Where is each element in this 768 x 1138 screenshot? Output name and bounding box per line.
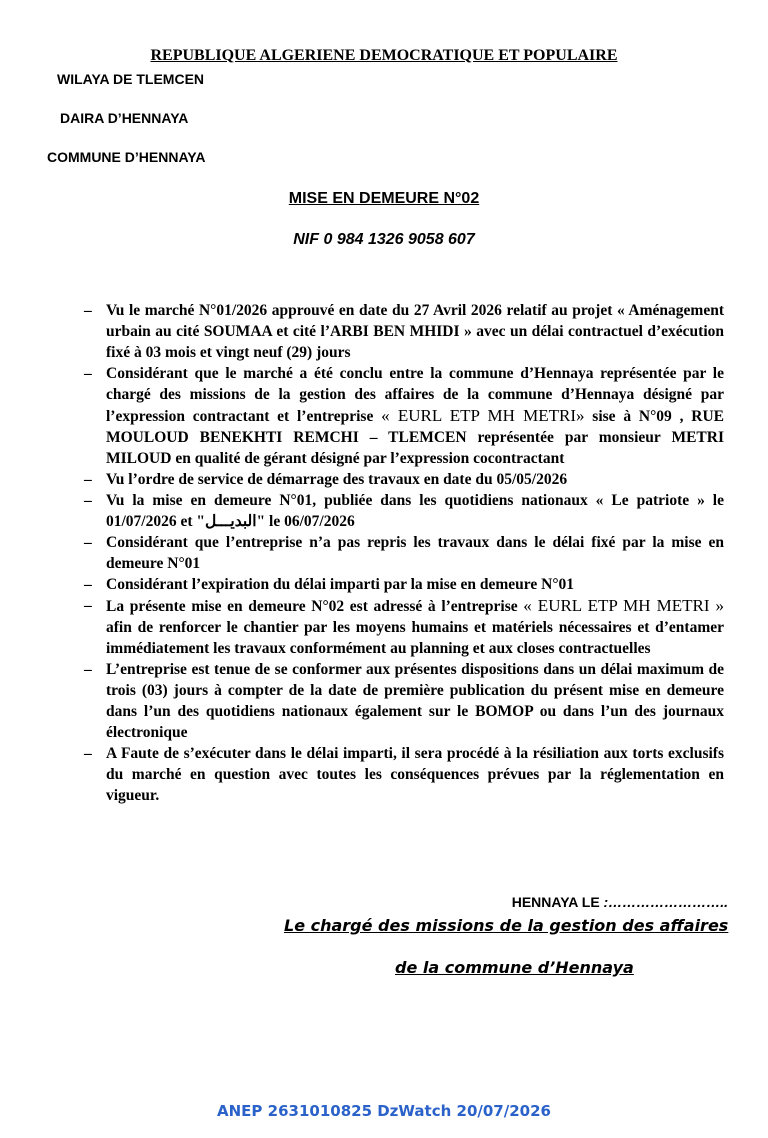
clause-text: sise à N°09 , RUE MOULOUD BENEKHTI REMCHI – TLEMCEN représentée par monsieur METRI MILOUD en qualité de gérant désigné par l’expression cocontractant (106, 408, 724, 467)
bullet-dash: – (84, 365, 92, 382)
clause-item (84, 574, 724, 595)
clause-item (84, 659, 724, 743)
bullet-dash: – (84, 534, 92, 551)
clause-item (84, 300, 724, 363)
clause-text: Considérant que le marché a été conclu entre la commune d’Hennaya représentée par le chargé des missions de la gestion des affaires de la commune d’Hennaya désigné par l’expression contractant et l’entreprise (106, 365, 724, 425)
clause-text: La présente mise en demeure N°02 est adressé à l’entreprise (106, 598, 524, 615)
commune-line: COMMUNE D’HENNAYA (47, 149, 206, 165)
daira-line: DAIRA D’HENNAYA (60, 110, 189, 126)
clause-text: Vu le marché N°01/2026 approuvé en date du 27 Avril 2026 relatif au projet « Aménagement urbain au cité SOUMAA et cité l’ARBI BEN MHIDI » avec un délai contractuel d’exécution fixé à 03 mois et vingt neuf (29) jours (106, 302, 724, 361)
clause-text: A Faute de s’exécuter dans le délai imparti, il sera procédé à la résiliation aux torts exclusifs du marché en question avec toutes les conséquences prévues par la réglementation en vigueur. (106, 745, 724, 804)
date-place: HENNAYA LE (511, 894, 604, 910)
republic-heading: REPUBLIQUE ALGERIENE DEMOCRATIQUE ET POPULAIRE (150, 47, 618, 64)
date-line (512, 894, 728, 910)
company-name: « EURL ETP MH METRI » (523, 596, 724, 615)
clause-item (84, 363, 724, 469)
clause-text: Considérant l’expiration du délai imparti par la mise en demeure N°01 (106, 576, 575, 593)
bullet-dash: – (84, 492, 92, 509)
signatory-title-line1: Le chargé des missions de la gestion des affaires (284, 916, 729, 935)
document-title: MISE EN DEMEURE N°02 (288, 190, 480, 207)
nif-number: NIF 0 984 1326 9058 607 (293, 231, 475, 248)
clause-text: Vu la mise en demeure N°01, publiée dans les quotidiens nationaux « Le patriote » le 01/07/2026 et "البديـــل" le 06/07/2026 (106, 492, 724, 530)
bullet-dash: – (84, 597, 92, 614)
clause-text: Considérant que l’entreprise n’a pas repris les travaux dans le délai fixé par la mise en demeure N°01 (106, 534, 724, 572)
clause-item (84, 532, 724, 574)
clauses-list (84, 300, 724, 806)
company-name: « EURL ETP MH METRI» (381, 406, 585, 425)
bullet-dash: – (84, 302, 92, 319)
bullet-dash: – (84, 471, 92, 488)
clause-item (84, 743, 724, 806)
bullet-dash: – (84, 576, 92, 593)
clause-text: Vu l’ordre de service de démarrage des travaux en date du 05/05/2026 (106, 471, 568, 488)
date-placeholder: :…………………….. (603, 894, 728, 910)
clause-item (84, 595, 724, 659)
clause-item (84, 490, 724, 532)
publication-reference: ANEP 2631010825 DzWatch 20/07/2026 (217, 1102, 551, 1120)
clause-text: L’entreprise est tenue de se conformer aux présentes dispositions dans un délai maximum de trois (03) jours à compter de la date de première publication du présent mise en demeure dans l’un des quotidiens nationaux également sur le BOMOP ou dans l’un des journaux électronique (106, 661, 724, 741)
clause-text: afin de renforcer le chantier par les moyens humains et matériels nécessaires et d’entamer immédiatement les travaux conformément au planning et aux closes contractuelles (106, 619, 724, 657)
clause-item (84, 469, 724, 490)
signatory-title-line2: de la commune d’Hennaya (395, 958, 634, 977)
bullet-dash: – (84, 661, 92, 678)
bullet-dash: – (84, 745, 92, 762)
wilaya-line: WILAYA DE TLEMCEN (57, 71, 205, 87)
